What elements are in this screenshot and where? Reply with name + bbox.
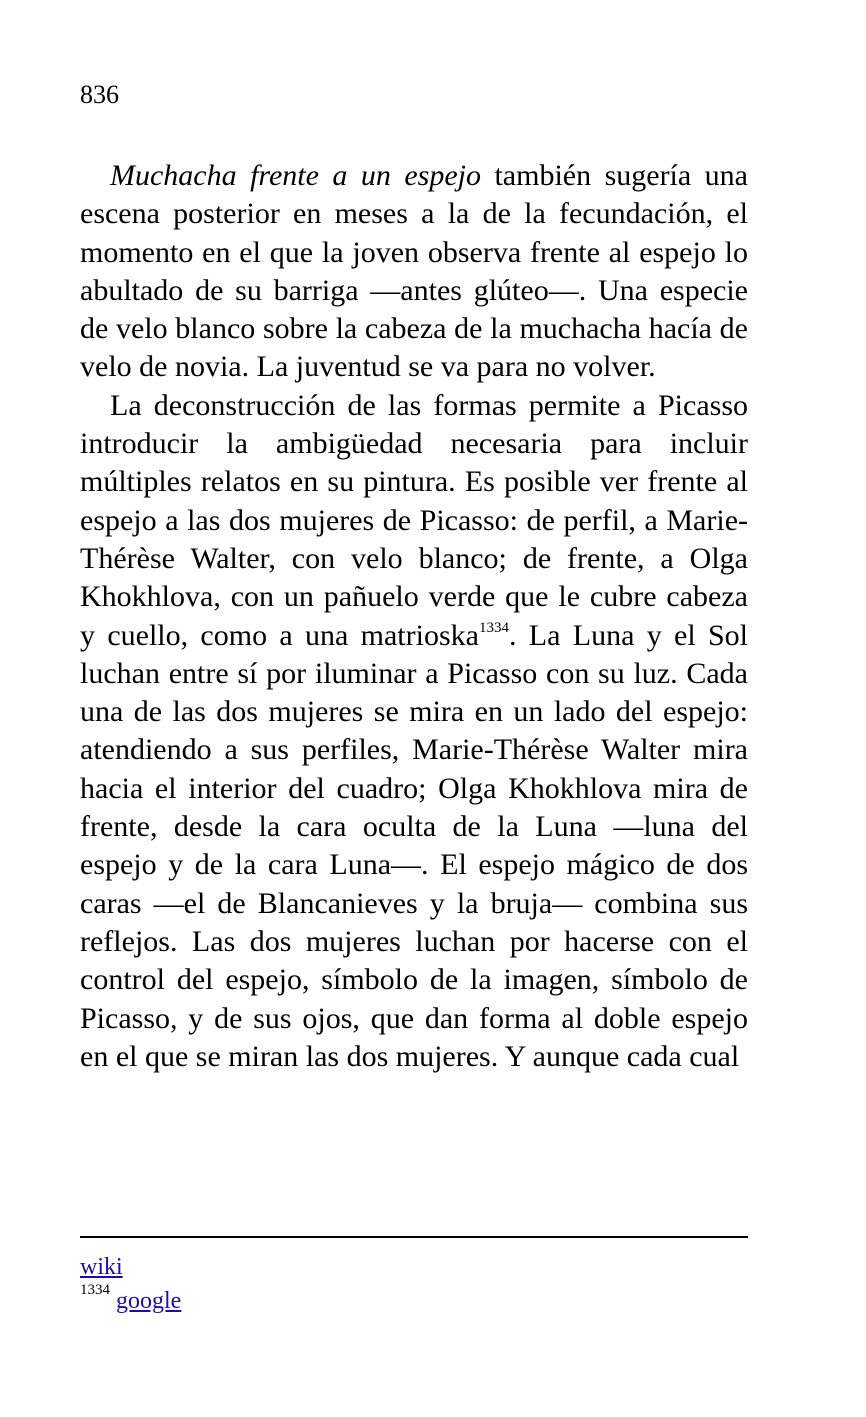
google-link[interactable]: google [116,1288,182,1314]
paragraph-1 [80,157,748,387]
body-text [80,157,748,1076]
footnotes [80,1253,181,1315]
footnote-line-1 [80,1253,181,1281]
paragraph-2 [80,387,748,1076]
artwork-title: Muchacha frente a un espejo [110,159,481,192]
footnote-line-2 [80,1281,181,1315]
footnote-divider [80,1236,748,1238]
paragraph-2-text-before: La deconstrucción de las formas permite a Picasso introducir la ambigüedad necesaria para incluir múltiples relatos en su pintura. Es posible ver frente al espejo a las dos mujeres de Picasso: de perfil, a Marie-Thérèse Walter, con velo blanco; de frente, a Olga Khokhlova, con un pañuelo verde que le cubre cabeza y cuello, como a una matrioska [80,388,748,652]
wiki-link[interactable]: wiki [80,1254,123,1280]
page-number: 836 [80,80,119,109]
paragraph-2-text-after: . La Luna y el Sol luchan entre sí por iluminar a Picasso con su luz. Cada una de las dos mujeres se mira en un lado del espejo: atendiendo a sus perfiles, Marie-Thérèse Walter mira hacia el interior del cuadro; Olga Khokhlova mira de frente, desde la cara oculta de la Luna —luna del espejo y de la cara Luna—. El espejo mágico de dos caras —el de Blancanieves y la bruja— combina sus reflejos. Las dos mujeres luchan por hacerse con el control del espejo, símbolo de la imagen, símbolo de Picasso, y de sus ojos, que dan forma al doble espejo en el que se miran las dos mujeres. Y aunque cada cual [80,618,748,1073]
footnote-reference: 1334 [478,619,509,636]
paragraph-1-text: también sugería una escena posterior en meses a la de la fecundación, el momento en el que la joven observa frente al espejo lo abultado de su barriga —antes glúteo—. Una especie de velo blanco sobre la cabeza de la muchacha hacía de velo de novia. La juventud se va para no volver. [80,159,748,384]
footnote-number: 1334 [80,1282,110,1298]
